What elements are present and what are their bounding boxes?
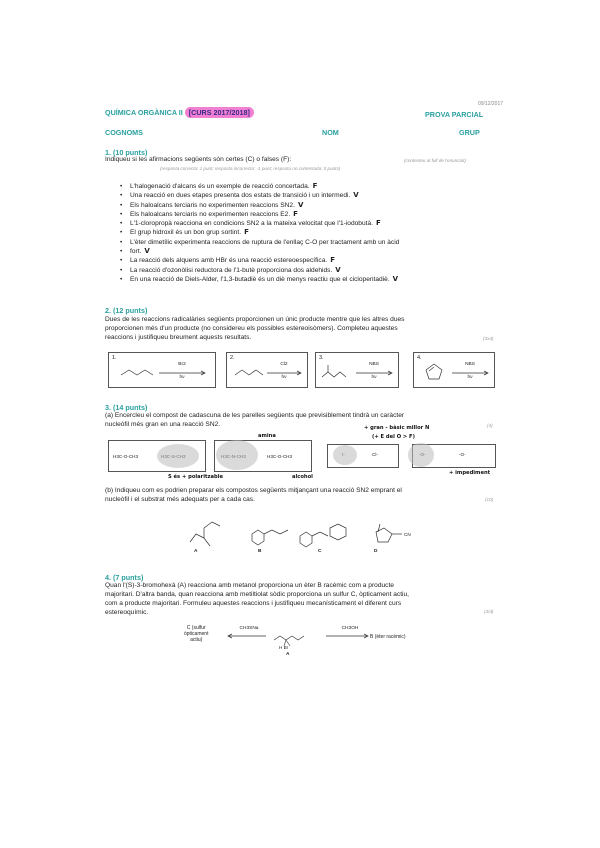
handwritten-note-1: S és + polaritzable xyxy=(168,474,224,480)
q4-right-product: B (èter racèmic) xyxy=(370,634,406,640)
answer-mark: F xyxy=(293,209,298,218)
reaction-number: 1. xyxy=(112,355,117,361)
answer-mark: F xyxy=(330,256,335,265)
circle-annotation-2 xyxy=(215,439,259,471)
statement-item: • L'èter dimetílic experimenta reaccions de ruptura de l'enllaç C-O per tractament amb un àcid xyxy=(118,238,498,247)
q3a-line2: nucleòfil més gran en una reacció SN2. xyxy=(105,420,221,428)
answer-mark: V xyxy=(144,247,150,256)
statement-item: • L'1-cloropropà reacciona en condicions SN2 a la mateixa velocitat que l'1-iodobutà. F xyxy=(118,219,498,228)
q3b-structures xyxy=(180,512,420,556)
statement-item: • El grup hidroxil és un bon grup sortint. F xyxy=(118,228,498,237)
course-name: QUÍMICA ORGÀNICA II xyxy=(105,108,183,117)
reaction-box-4 xyxy=(413,352,495,388)
reaction-box-3 xyxy=(315,352,399,388)
circle-annotation-1 xyxy=(156,444,204,470)
q4-line2: majoritari. D'altra banda, quan reacciona amb metiltiolat sòdic proporciona un sulfur C, òpticament actiu, xyxy=(105,590,409,598)
pair-left-compound: H3C-O-CH3 xyxy=(113,454,139,459)
q4-line1: Quan l'(S)-3-bromohexà (A) reacciona amb metanol proporciona un èter B racèmic com a producte xyxy=(105,582,394,589)
q4-line4: estereoquímic. xyxy=(105,608,149,616)
answer-mark: V xyxy=(335,265,341,274)
q3-title: 3. (14 punts) xyxy=(105,403,148,412)
q4-left-product-line2: òpticament xyxy=(184,631,209,637)
q2-line1: Dues de les reaccions radicalàries següents proporcionen un únic producte mentre que les altres dues xyxy=(105,316,405,323)
q4-center-label: A xyxy=(286,652,290,657)
handwritten-note-2a: amina xyxy=(258,433,276,439)
q3b-line2: nucleòfil i el substrat més adequats per a cada cas. xyxy=(105,495,255,503)
answer-mark: V xyxy=(392,274,399,283)
reaction-number: 2. xyxy=(230,355,235,361)
q4-left-reagent: CH3SNa xyxy=(239,626,259,631)
q3b-points: (10) xyxy=(485,497,494,502)
reaction-reagent: NBS xyxy=(465,362,475,367)
exam-type: PROVA PARCIAL xyxy=(425,110,484,119)
q1-prompt: Indiqueu si les afirmacions següents són certes (C) o falses (F): xyxy=(105,156,292,163)
surnames-label: COGNOMS xyxy=(105,128,143,137)
q1-scoring: (resposta correcta: 1 punt; resposta incorrecta: -1 punt; resposta no contestada: 0 punts) xyxy=(160,166,341,171)
statement-item: • La reacció dels alquens amb HBr és una reacció estereoespecífica. F xyxy=(118,256,498,265)
statement-continuation: • fort. V xyxy=(118,247,498,256)
pair-right-compound: H3C-O-CH3 xyxy=(267,454,293,459)
statement-item: • Els haloalcans terciaris no experimenten reaccions SN2. V xyxy=(118,201,498,210)
handwritten-note-3a: + gran - bàsic millor N xyxy=(364,425,430,431)
reaction-3-drawing xyxy=(316,353,398,387)
reaction-reagent: Br2 xyxy=(178,362,186,367)
reaction-condition: hν xyxy=(281,375,287,380)
q2-line2: proporcionen més d'un producte (no considereu els possibles estereoisòmers). Completeu aquestes xyxy=(105,324,398,332)
reaction-box-2 xyxy=(226,352,308,388)
answer-mark: V xyxy=(353,191,359,200)
group-label: GRUP xyxy=(459,128,480,137)
q1-statements xyxy=(118,182,498,284)
q1-right-note: (contesteu al full de l'enunciat) xyxy=(404,158,466,163)
q4-left-product xyxy=(184,625,208,643)
compound-label-A: A xyxy=(194,549,198,554)
q2-text xyxy=(105,316,497,343)
pair-right-compound: Cl- xyxy=(372,452,378,457)
handwritten-note-4: + impediment xyxy=(449,470,491,476)
statement-item: • L'halogenació d'alcans és un exemple de reacció concertada. F xyxy=(118,182,498,191)
compound-label-C: C xyxy=(318,549,322,554)
answer-mark: V xyxy=(297,200,304,209)
reaction-condition: hν xyxy=(371,375,377,380)
compound-label-D: D xyxy=(374,549,378,554)
reaction-box-1 xyxy=(108,352,216,388)
handwritten-note-3b: (+ E del O > F) xyxy=(372,434,415,440)
answer-mark: F xyxy=(312,182,318,190)
q3b-line1: (b) Indiqueu com es podrien preparar els compostos següents mitjançant una reacció SN2 emprant el xyxy=(105,487,402,494)
q4-right-reagent: CH3OH xyxy=(341,626,359,631)
statement-item: • Els haloalcans terciaris no experimenten reaccions E2. F xyxy=(118,210,498,219)
q2-title: 2. (12 punts) xyxy=(105,306,148,315)
statement-item: • La reacció d'ozonòlisi reductora de l'1-butè proporciona dos aldehids. V xyxy=(118,266,498,275)
statement-item: • Una reacció en dues etapes presenta dos estats de transició i un intermedi. V xyxy=(118,191,498,200)
pair-right-compound: -O- xyxy=(459,452,466,457)
q1-title: 1. (10 punts) xyxy=(105,148,148,157)
course-year-highlight: [CURS 2017/2018] xyxy=(185,107,254,118)
compound-d-group: CN xyxy=(404,532,411,537)
q3b-text xyxy=(105,487,497,505)
reaction-reagent: Cl2 xyxy=(280,362,288,367)
reaction-number: 4. xyxy=(417,355,422,361)
reaction-1-drawing xyxy=(109,353,215,387)
q3a-points: (4) xyxy=(487,423,493,428)
reaction-condition: hν xyxy=(467,375,473,380)
reaction-number: 3. xyxy=(319,355,324,361)
statement-item: • En una reacció de Diels-Alder, l'1,3-butadiè és un diè menys reactiu que el ciclopentadiè. V xyxy=(118,275,498,284)
q4-line3: com a producte majoritari. Formuleu aquestes reaccions i justifiqueu mecanísticament el diferent curs xyxy=(105,599,402,607)
q3a-text xyxy=(105,412,497,430)
circle-annotation-4 xyxy=(406,440,436,470)
reaction-condition: hν xyxy=(179,375,185,380)
q2-line3: reaccions i justifiqueu breument aquests resultats. xyxy=(105,333,252,341)
course-title xyxy=(105,108,254,117)
q4-left-product-line3: actiu) xyxy=(190,637,203,643)
q4-reaction-drawing xyxy=(222,626,372,652)
q4-left-product-line1: C (sulfur xyxy=(186,625,206,631)
reaction-reagent: NBS xyxy=(369,362,379,367)
q4-text xyxy=(105,582,497,618)
compound-label-B: B xyxy=(258,549,262,554)
q4-points: (3/4) xyxy=(484,609,494,614)
name-label: NOM xyxy=(322,128,339,137)
q2-points: (3x4) xyxy=(483,336,494,341)
answer-mark: F xyxy=(244,228,249,237)
q4-center-atoms: H Br xyxy=(279,645,289,650)
reaction-2-drawing xyxy=(227,353,307,387)
reaction-4-drawing xyxy=(414,353,494,387)
q3a-line1: (a) Encercleu el compost de cadascuna de les parelles següents que previsiblement tindrà un caràcter xyxy=(105,412,405,419)
exam-date: 09/12/2017 xyxy=(478,101,504,107)
answer-mark: F xyxy=(375,219,381,228)
handwritten-note-2b: alcohol xyxy=(292,474,313,480)
circle-annotation-3 xyxy=(331,444,359,466)
q4-title: 4. (7 punts) xyxy=(105,573,144,582)
